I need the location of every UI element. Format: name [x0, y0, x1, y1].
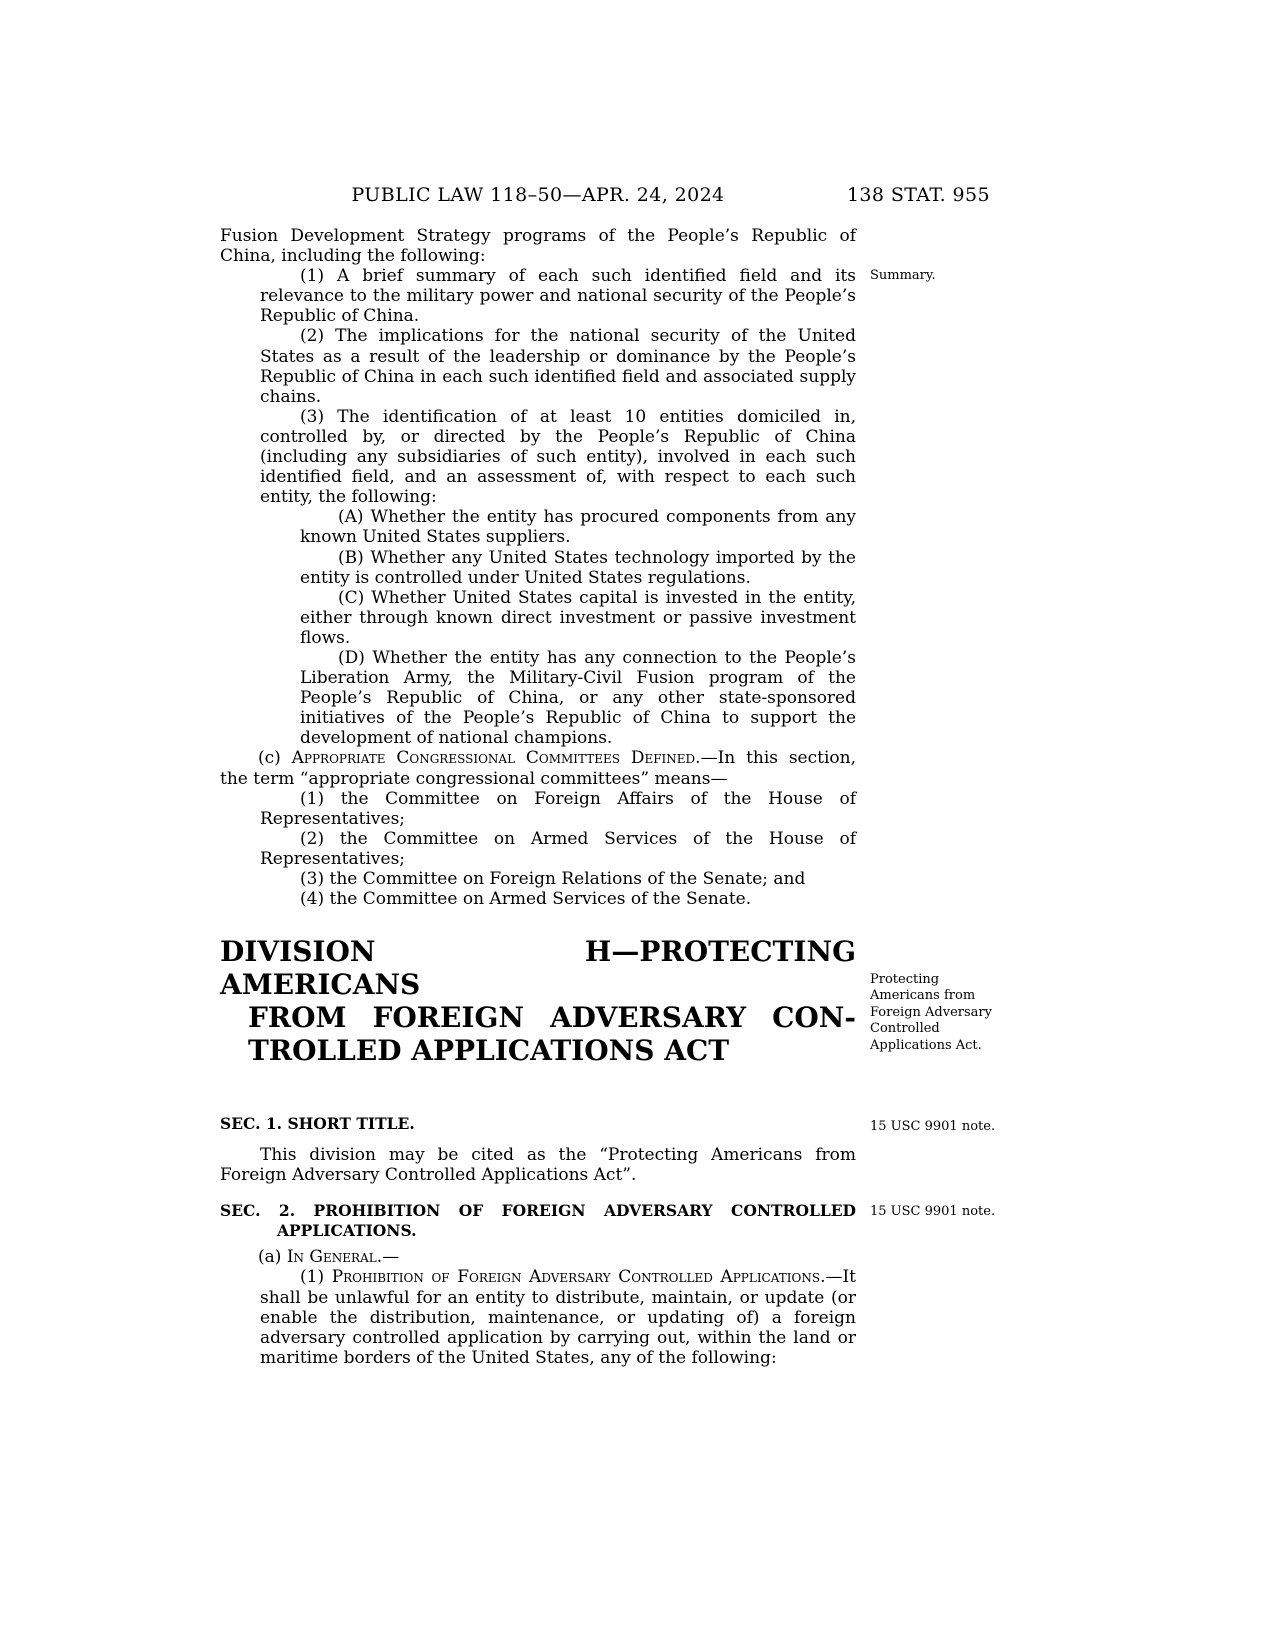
margin-note-usc-citation-2: 15 USC 9901 note. [870, 1204, 996, 1219]
subclause-A [300, 507, 856, 547]
short-title-text [220, 1145, 856, 1185]
subsection-a [220, 1247, 856, 1267]
subclause-B [300, 548, 856, 588]
committee-item-1 [260, 789, 856, 829]
text-run: (2) the Committee on Armed Services of the House of Representatives; [260, 828, 856, 869]
content-flow [220, 226, 856, 1368]
continuation-paragraph [220, 226, 856, 266]
text-run: DIVISION H—PROTECTING AMERICANS [220, 935, 856, 1002]
text-run: .—In this section, the term “appropriate congressional committees” means— [220, 748, 856, 789]
clause-2 [260, 326, 856, 406]
text-run: (a) [258, 1247, 287, 1268]
subclause-D [300, 648, 856, 748]
margin-note-summary: Summary. [870, 268, 936, 283]
page-header [220, 184, 990, 210]
text-run: .— [376, 1247, 400, 1268]
sec-1-heading [220, 1114, 856, 1134]
sec-2-heading-line-1 [220, 1201, 856, 1221]
committee-item-3 [260, 869, 856, 889]
law-title: PUBLIC LAW 118–50—APR. 24, 2024 [351, 184, 725, 206]
text-run: (1) [300, 1267, 332, 1288]
text-run: (A) Whether the entity has procured components from any known United States suppliers. [300, 507, 856, 548]
clause-1 [260, 266, 856, 326]
committee-item-2 [260, 829, 856, 869]
sec-2-heading-line-2 [277, 1221, 856, 1241]
text-run: (C) Whether United States capital is invested in the entity, either through known direct investment or passive investment flows. [300, 587, 856, 648]
text-run: (1) the Committee on Foreign Affairs of the House of Representatives; [260, 788, 856, 829]
paragraph-a-1 [260, 1267, 856, 1367]
text-run: APPLICATIONS. [277, 1221, 417, 1241]
text-run: (B) Whether any United States technology imported by the entity is controlled under United States regulations. [300, 547, 856, 588]
clause-3 [260, 407, 856, 507]
text-run: .—It shall be unlawful for an entity to distribute, maintain, or update (or enable the distribution, maintenance, or updating of) a foreign adversary controlled application by carrying out, within the land or maritime borders of the United States, any of the following: [260, 1267, 857, 1368]
text-run: (1) A brief summary of each such identified field and its relevance to the military power and national security of the People’s Republic of China. [260, 266, 856, 327]
subsection-c [220, 748, 856, 788]
margin-note-act-name: Protecting Americans from Foreign Adversary Controlled Applications Act. [870, 972, 992, 1053]
text-run: This division may be cited as the “Protecting Americans from Foreign Adversary Controlled Applications Act”. [220, 1145, 856, 1186]
text-run: (D) Whether the entity has any connection to the People’s Liberation Army, the Military-Civil Fusion program of the People’s Republic of China, or any other state-sponsored initiatives of the People’s Republic of China to support the development of national champions. [300, 647, 856, 749]
text-run: In General [286, 1247, 377, 1268]
committee-item-4 [260, 889, 856, 909]
text-run: FROM FOREIGN ADVERSARY CON- [248, 1001, 856, 1035]
margin-note-usc-citation-1: 15 USC 9901 note. [870, 1119, 996, 1134]
subclause-C [300, 588, 856, 648]
text-run: SEC. 1. SHORT TITLE. [220, 1114, 415, 1134]
division-heading-line-3 [248, 1034, 856, 1067]
text-run: (c) [258, 748, 292, 769]
text-run: (3) the Committee on Foreign Relations of the Senate; and [300, 869, 806, 889]
text-run: SEC. 2. PROHIBITION OF FOREIGN ADVERSARY CONTROLLED [220, 1201, 856, 1221]
text-run: (2) The implications for the national security of the United States as a result of the leadership or dominance by the People’s Republic of China in each such identified field and associated supply chains. [260, 326, 856, 407]
text-run: Prohibition of Foreign Adversary Controlled Applications [331, 1267, 821, 1288]
text-run: (3) The identification of at least 10 entities domiciled in, controlled by, or directed by the People’s Republic of China (including any subsidiaries of such entity), involved in each such identified field, and an assessment of, with respect to each such entity, the following: [260, 406, 856, 508]
text-run: (4) the Committee on Armed Services of the Senate. [300, 889, 752, 910]
stat-page-number: 138 STAT. 955 [846, 184, 990, 206]
division-heading-line-2 [248, 1001, 856, 1034]
division-heading-line-1 [220, 935, 856, 1001]
text-run: Fusion Development Strategy programs of the People’s Republic of China, including the following: [220, 226, 856, 267]
text-run: TROLLED APPLICATIONS ACT [248, 1034, 730, 1068]
text-run: Appropriate Congressional Committees Defined [291, 748, 696, 769]
